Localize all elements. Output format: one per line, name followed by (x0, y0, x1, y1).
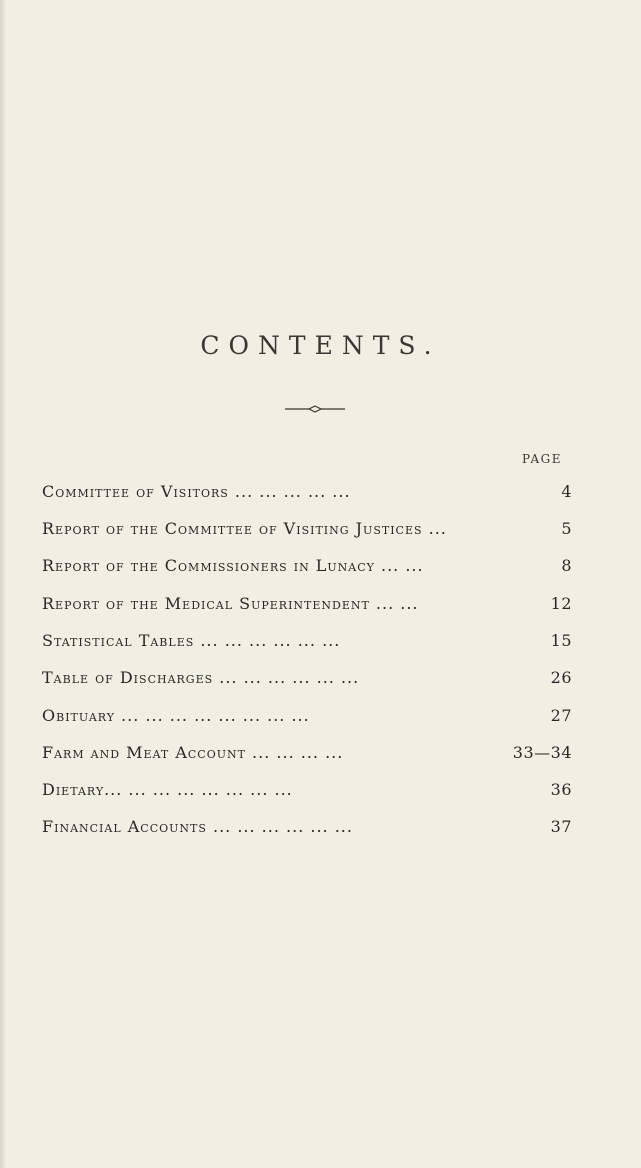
toc-entry-title: Report of the Committee of Visiting Justices ... (42, 519, 447, 538)
page-title: CONTENTS. (200, 331, 441, 360)
toc-entry-page: 8 (561, 556, 572, 575)
toc-entry-title: Report of the Medical Superintendent ... ... (42, 594, 419, 613)
toc-entry-page: 36 (550, 780, 572, 799)
toc-entry-title: Obituary ... ... ... ... ... ... ... ... (42, 706, 310, 725)
toc-entry (42, 482, 572, 506)
toc-entry-page: 4 (561, 482, 572, 501)
page-edge-shadow (0, 0, 6, 1168)
toc-entry (42, 556, 572, 580)
toc-entry (42, 631, 572, 655)
toc-entry-title: Report of the Commissioners in Lunacy ... ... (42, 556, 424, 575)
toc-entry-title: Table of Discharges ... ... ... ... ... ... (42, 668, 360, 687)
toc-entry-page: 15 (550, 631, 572, 650)
toc-entry (42, 668, 572, 692)
toc-entry (42, 817, 572, 841)
toc-entry-title: Committee of Visitors ... ... ... ... ... (42, 482, 351, 501)
ornament-divider-icon (285, 404, 345, 414)
toc-entry-page: 33—34 (512, 743, 572, 762)
toc-entry-page: 26 (550, 668, 572, 687)
toc-entry (42, 706, 572, 730)
toc-entry-page: 5 (561, 519, 572, 538)
toc-entry-page: 12 (550, 594, 572, 613)
toc-entry-page: 27 (550, 706, 572, 725)
toc-entry (42, 743, 572, 767)
toc-entry-title: Statistical Tables ... ... ... ... ... ... (42, 631, 341, 650)
toc-entry (42, 519, 572, 543)
toc-entry (42, 780, 572, 804)
toc-entry-page: 37 (550, 817, 572, 836)
toc-entry-title: Dietary... ... ... ... ... ... ... ... (42, 780, 293, 799)
page-column-header: PAGE (522, 452, 562, 466)
toc-entry (42, 594, 572, 618)
toc-entry-title: Farm and Meat Account ... ... ... ... (42, 743, 344, 762)
toc-entry-title: Financial Accounts ... ... ... ... ... ... (42, 817, 353, 836)
